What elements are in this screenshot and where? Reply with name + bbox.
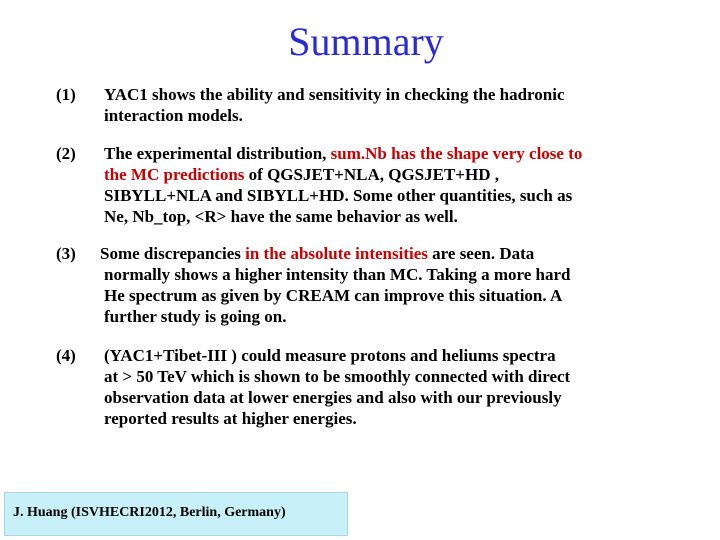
- text-line: reported results at higher energies.: [104, 409, 357, 428]
- item-text: [104, 143, 582, 227]
- item-number: (3): [56, 244, 76, 263]
- text-line: interaction models.: [104, 106, 243, 125]
- text-line: further study is going on.: [104, 307, 287, 326]
- text-line: [100, 243, 570, 264]
- item-number: (2): [56, 144, 76, 163]
- text-line: (YAC1+Tibet-III ) could measure protons and heliums spectra: [104, 346, 556, 365]
- item-number: (4): [56, 346, 76, 365]
- text-segment: Some discrepancies: [100, 244, 246, 263]
- item-text: [104, 345, 570, 429]
- highlight-text: in the absolute intensities: [245, 244, 428, 263]
- text-segment: are seen. Data: [427, 244, 535, 263]
- text-segment: The experimental distribution,: [104, 144, 331, 163]
- text-line: normally shows a higher intensity than MC. Taking a more hard: [104, 265, 571, 284]
- item-text: [100, 243, 570, 327]
- item-number: (1): [56, 85, 76, 104]
- footer-credit: J. Huang (ISVHECRI2012, Berlin, Germany): [13, 505, 286, 520]
- item-text: [104, 84, 565, 126]
- highlight-text: the MC predictions: [104, 165, 245, 184]
- page-title: Summary: [288, 19, 444, 64]
- text-line: [104, 164, 582, 185]
- text-line: He spectrum as given by CREAM can improve this situation. A: [104, 286, 563, 305]
- highlight-text: sum.Nb has the shape very close to: [330, 144, 583, 163]
- text-line: observation data at lower energies and also with our previously: [104, 388, 562, 407]
- text-line: at > 50 TeV which is shown to be smoothly connected with direct: [104, 367, 571, 386]
- text-segment: of QGSJET+NLA, QGSJET+HD ,: [244, 165, 499, 184]
- text-line: SIBYLL+NLA and SIBYLL+HD. Some other quantities, such as: [104, 186, 573, 205]
- text-line: YAC1 shows the ability and sensitivity in checking the hadronic: [104, 85, 565, 104]
- text-line: [104, 143, 582, 164]
- footer-box: [4, 492, 348, 536]
- text-line: Ne, Nb_top, <R> have the same behavior as well.: [104, 207, 458, 226]
